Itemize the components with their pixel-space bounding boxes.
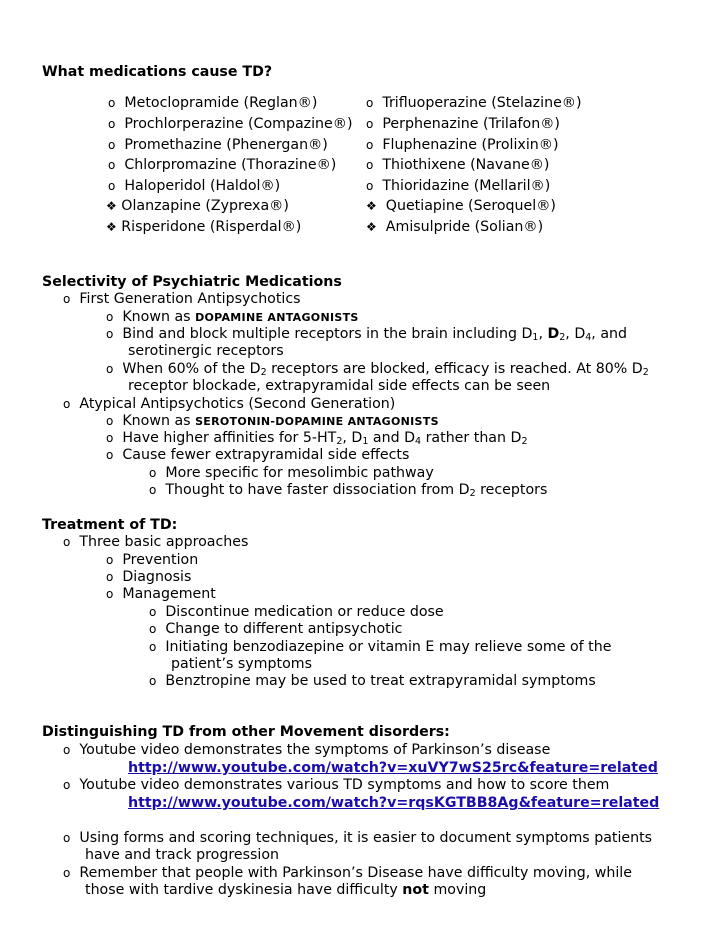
circle-bullet: o [63,397,71,411]
list-item: o Known as SEROTONIN-DOPAMINE ANTAGONISTS [106,413,439,429]
list-item: o Benztropine may be used to treat extrapyramidal symptoms [149,673,596,689]
diamond-bullet: ❖ [106,199,117,213]
list-item: o Bind and block multiple receptors in the brain including $D_1$, $D_2$, $D_4$, and [106,326,628,343]
circle-bullet: o [366,138,374,152]
list-item: o When 60% of the $D_2$ receptors are blocked, efficacy is reached. At 80% $D_2$ [106,361,649,378]
circle-bullet: o [108,158,116,172]
circle-bullet: o [63,535,71,549]
list-item-continued: receptor blockade, extrapyramidal side effects can be seen [128,378,551,394]
list-item: ❖ Olanzapine (Zyprexa®) [106,198,289,214]
circle-bullet: o [149,640,157,654]
circle-bullet: o [106,327,114,341]
list-item: o Prevention [106,552,199,568]
heading-treatment: Treatment of TD: [42,517,178,533]
circle-bullet: o [106,553,114,567]
list-item-continued: patient’s symptoms [171,656,312,672]
heading-what-medications: What medications cause TD? [42,64,273,80]
circle-bullet: o [63,292,71,306]
list-item: ❖ Risperidone (Risperdal®) [106,219,302,235]
list-item: o Three basic approaches [63,534,249,550]
circle-bullet: o [149,483,157,497]
circle-bullet: o [149,674,157,688]
list-item-continued: have and track progression [85,847,279,863]
list-item: o Remember that people with Parkinson’s Disease have difficulty moving, while [63,865,632,881]
circle-bullet: o [106,414,114,428]
circle-bullet: o [366,158,374,172]
list-item: o First Generation Antipsychotics [63,291,301,307]
diamond-bullet: ❖ [106,220,117,234]
list-item: ❖ Quetiapine (Seroquel®) [366,198,556,214]
list-item: o Youtube video demonstrates the symptoms of Parkinson’s disease [63,742,551,758]
youtube-link-td-symptoms[interactable]: http://www.youtube.com/watch?v=rqsKGTBB8Ag&feature=related [128,795,660,811]
list-item: o Have higher affinities for $5-HT_2$, $D_1$ and $D_4$ rather than $D_2$ [106,430,528,447]
circle-bullet: o [63,866,71,880]
circle-bullet: o [106,587,114,601]
circle-bullet: o [63,831,71,845]
list-item: o Thioridazine (Mellaril®) [366,178,551,194]
circle-bullet: o [106,448,114,462]
list-item: o Perphenazine (Trilafon®) [366,116,560,132]
circle-bullet: o [366,96,374,110]
circle-bullet: o [108,96,116,110]
list-item: o Chlorpromazine (Thorazine®) [108,157,337,173]
list-item: o Thought to have faster dissociation from $D_2$ receptors [149,482,548,499]
circle-bullet: o [149,466,157,480]
circle-bullet: o [106,310,114,324]
list-item: o More specific for mesolimbic pathway [149,465,434,481]
circle-bullet: o [108,179,116,193]
circle-bullet: o [106,570,114,584]
diamond-bullet: ❖ [366,199,377,213]
circle-bullet: o [108,117,116,131]
circle-bullet: o [63,778,71,792]
circle-bullet: o [366,179,374,193]
list-item: o Using forms and scoring techniques, it is easier to document symptoms patients [63,830,653,846]
circle-bullet: o [108,138,116,152]
list-item: o Diagnosis [106,569,192,585]
list-item: o Youtube video demonstrates various TD symptoms and how to score them [63,777,610,793]
list-item: o Known as DOPAMINE ANTAGONISTS [106,309,359,325]
youtube-link-parkinsons[interactable]: http://www.youtube.com/watch?v=xuVY7wS25rc&feature=related [128,760,658,776]
list-item: o Discontinue medication or reduce dose [149,604,444,620]
heading-selectivity: Selectivity of Psychiatric Medications [42,274,342,290]
list-item: o Haloperidol (Haldol®) [108,178,281,194]
list-item: o Cause fewer extrapyramidal side effects [106,447,410,463]
circle-bullet: o [149,622,157,636]
list-item: o Metoclopramide (Reglan®) [108,95,318,111]
heading-distinguishing: Distinguishing TD from other Movement disorders: [42,724,450,740]
list-item: o Thiothixene (Navane®) [366,157,550,173]
list-item: o Management [106,586,216,602]
circle-bullet: o [106,431,114,445]
list-item-continued: those with tardive dyskinesia have difficulty not moving [85,882,487,898]
list-item: o Fluphenazine (Prolixin®) [366,137,559,153]
list-item: o Promethazine (Phenergan®) [108,137,328,153]
list-item: o Change to different antipsychotic [149,621,403,637]
list-item: o Initiating benzodiazepine or vitamin E may relieve some of the [149,639,612,655]
circle-bullet: o [366,117,374,131]
diamond-bullet: ❖ [366,220,377,234]
list-item: o Trifluoperazine (Stelazine®) [366,95,582,111]
circle-bullet: o [149,605,157,619]
list-item: o Prochlorperazine (Compazine®) [108,116,353,132]
list-item: o Atypical Antipsychotics (Second Generation) [63,396,396,412]
list-item: ❖ Amisulpride (Solian®) [366,219,544,235]
list-item-continued: serotinergic receptors [128,343,284,359]
circle-bullet: o [63,743,71,757]
circle-bullet: o [106,362,114,376]
